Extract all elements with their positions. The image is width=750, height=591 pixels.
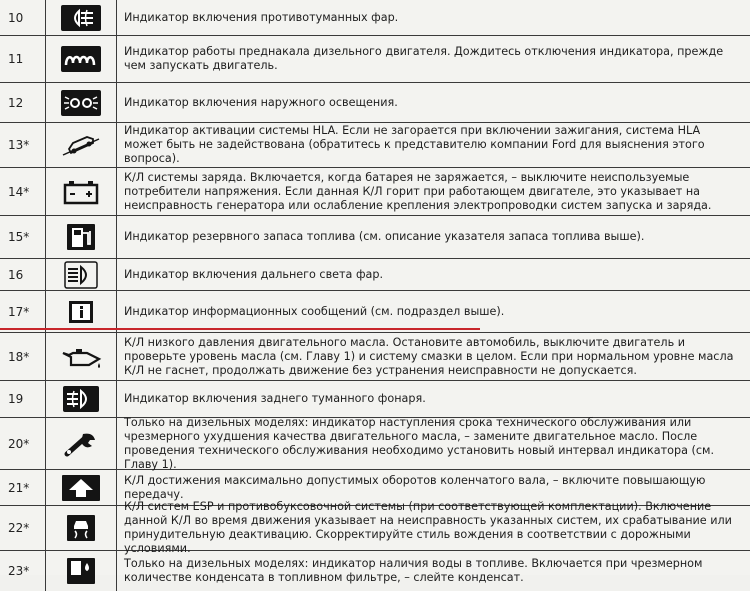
row-description: Индикатор активации системы HLA. Если не загорается при включении зажигания, система HLA может быть не задействована (обратитесь к представителю компании Ford для выяснения этого вопроса). [124, 124, 705, 165]
wrench-icon [45, 418, 117, 469]
row-number: 22* [8, 521, 30, 535]
row-description: Только на дизельных моделях: индикатор наступления срока технического обслуживания или чрезмерного ухудшения качества двигательного масла, – замените двигательное масло. После проведения технического обслуживания необходимо установить новый интервал индикатора (см. Главу 1). [124, 415, 715, 471]
fuel-pump-icon [45, 216, 117, 258]
table-row [0, 259, 750, 291]
table-row [0, 415, 750, 471]
row-number: 16 [8, 267, 24, 282]
row-number: 19 [8, 392, 24, 406]
esp-skid-icon [45, 506, 117, 550]
row-description: Индикатор включения противотуманных фар. [124, 10, 399, 24]
row-number: 18* [8, 349, 30, 364]
table-row [0, 36, 750, 83]
row-number: 14* [8, 184, 30, 199]
glow-plug-icon [45, 36, 117, 82]
row-number: 23* [8, 564, 30, 578]
row-number: 21* [8, 480, 30, 495]
row-number: 13* [8, 138, 30, 152]
table-row [0, 500, 750, 555]
row-number: 20* [8, 436, 30, 451]
upshift-arrow-icon [45, 470, 117, 505]
row-description: Индикатор информационных сообщений (см. подраздел выше). [124, 304, 505, 318]
table-row [0, 333, 750, 381]
row-description: Индикатор резервного запаса топлива (см. описание указателя запаса топлива выше). [124, 230, 645, 243]
oil-can-icon [45, 333, 117, 380]
table-row [0, 291, 750, 333]
red-underline [0, 328, 480, 330]
high-beam-icon [45, 259, 117, 290]
row-description: К/Л систем ESP и противобуксовочной системы (при соответствующей комплектации). Включение данной К/Л во время движения указывает на неисправность указанных систем, их срабатывание или принудительную деактивацию. Скорректируйте стиль вождения в соответствии с дорожными условиями. [124, 500, 732, 555]
rear-fog-light-icon [45, 381, 117, 417]
table-row [0, 551, 750, 591]
table-row [0, 0, 750, 36]
front-fog-light-icon [45, 0, 117, 35]
row-description: Индикатор работы преднакала дизельного двигателя. Дождитесь отключения индикатора, прежде чем запускать двигатель. [124, 45, 724, 72]
row-number: 15* [8, 230, 30, 244]
table-row [0, 123, 750, 168]
row-description: Только на дизельных моделях: индикатор наличия воды в топливе. Включается при чрезмерном количестве конденсата в топливном фильтре, – слейте конденсат. [124, 557, 703, 584]
hill-launch-assist-icon [45, 123, 117, 167]
table-row [0, 381, 750, 418]
table-row [0, 216, 750, 259]
row-description: К/Л системы заряда. Включается, когда батарея не заряжается, – выключите неиспользуемые потребители напряжения. Если данная К/Л горит при работающем двигателе, это указывает на неисправность генератора или ослабление крепления электропроводки систем запуска и заряда. [124, 170, 712, 212]
row-description: К/Л достижения максимально допустимых оборотов коленчатого вала, – включите повышающую передачу. [124, 473, 706, 501]
battery-icon [45, 168, 117, 215]
water-in-fuel-icon [45, 551, 117, 591]
row-number: 17* [8, 304, 30, 319]
row-description: К/Л низкого давления двигательного масла. Остановите автомобиль, выключите двигатель и проверьте уровень масла (см. Главу 1) и систему смазки в целом. Если при нормальном уровне масла К/Л не гаснет, продолжать движение без устранения неисправности не допускается. [124, 335, 734, 377]
table-row [0, 168, 750, 216]
exterior-lights-icon [45, 83, 117, 122]
row-number: 10 [8, 10, 24, 25]
row-description: Индикатор включения наружного освещения. [124, 95, 398, 109]
table-row [0, 83, 750, 123]
row-description: Индикатор включения дальнего света фар. [124, 267, 384, 281]
info-icon [45, 291, 117, 332]
row-description: Индикатор включения заднего туманного фонаря. [124, 392, 426, 405]
row-number: 12 [8, 95, 24, 110]
row-number: 11 [8, 52, 24, 66]
